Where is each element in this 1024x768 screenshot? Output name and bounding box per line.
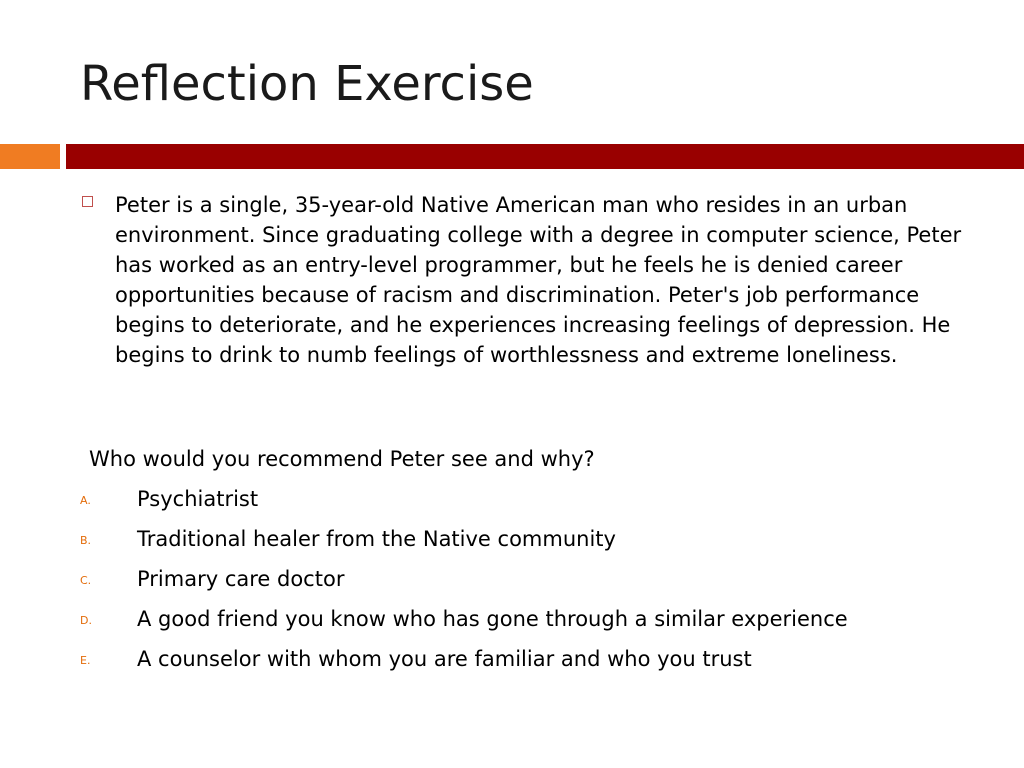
option-letter: E. <box>80 654 91 667</box>
scenario-text: Peter is a single, 35-year-old Native American man who resides in an urban environment. Since graduating college with a degree in computer science, Peter has worked as an entry-level programmer, but he feels he is denied career opportunities because of racism and discrimination. Peter's job performance begins to deteriorate, and he experiences increasing feelings of depression. He begins to drink to numb feelings of worthlessness and extreme loneliness. <box>115 193 962 367</box>
answer-options <box>80 484 980 684</box>
option-letter: A. <box>80 494 91 507</box>
option-letter: C. <box>80 574 92 587</box>
slide-title: Reflection Exercise <box>80 56 534 112</box>
option-text: Primary care doctor <box>137 567 345 591</box>
question-text: Who would you recommend Peter see and why? <box>89 447 595 471</box>
option-d <box>80 604 980 634</box>
square-bullet-icon <box>82 196 93 207</box>
option-text: A counselor with whom you are familiar and who you trust <box>137 647 752 671</box>
option-b <box>80 524 980 554</box>
option-text: Traditional healer from the Native community <box>137 527 616 551</box>
accent-bar-red <box>66 144 1024 169</box>
option-e <box>80 644 980 674</box>
option-text: A good friend you know who has gone through a similar experience <box>137 607 848 631</box>
accent-bar-orange <box>0 144 60 169</box>
option-letter: B. <box>80 534 92 547</box>
option-c <box>80 564 980 594</box>
option-a <box>80 484 980 514</box>
option-letter: D. <box>80 614 92 627</box>
option-text: Psychiatrist <box>137 487 259 511</box>
scenario-bullet <box>80 190 994 370</box>
